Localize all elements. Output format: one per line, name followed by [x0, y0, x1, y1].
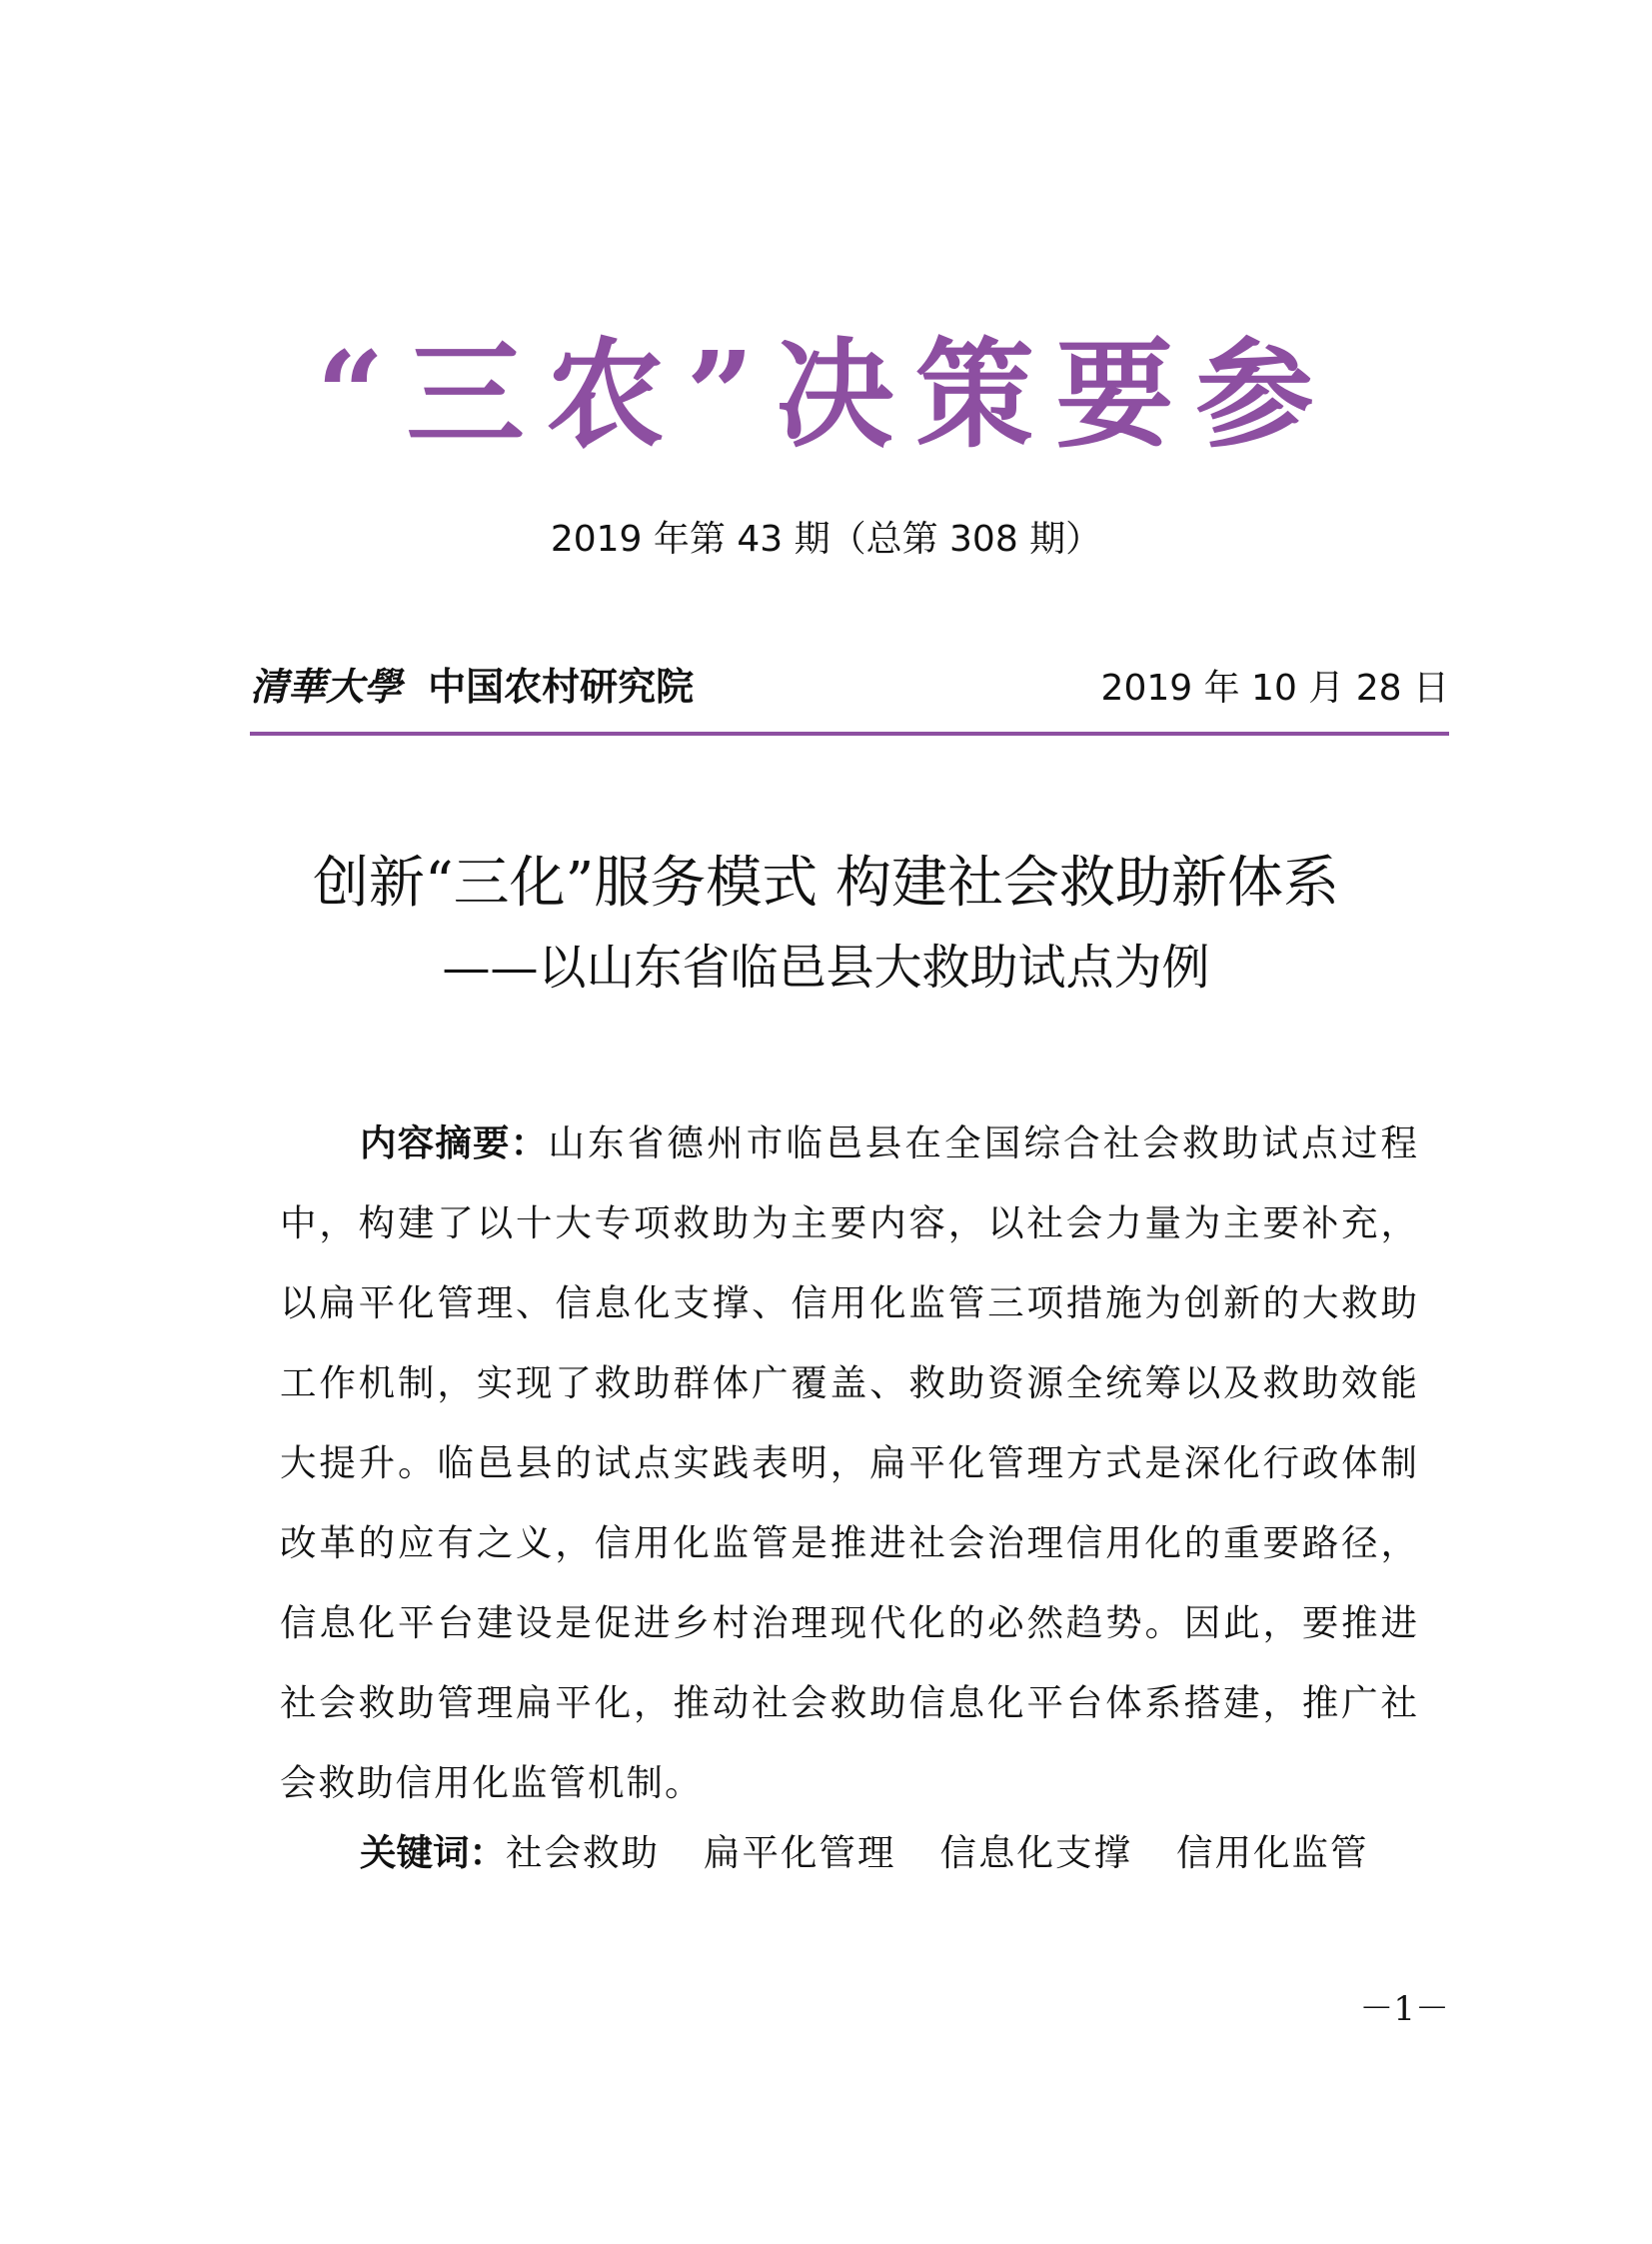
university-logo-text: 清華大學 — [250, 664, 403, 709]
keyword-item: 信息化支撑 — [939, 1831, 1132, 1874]
keyword-item: 社会救助 — [506, 1831, 660, 1874]
keywords-line — [360, 1823, 1419, 1883]
abstract-text: 山东省德州市临邑县在全国综合社会救助试点过程中，构建了以十大专项救助为主要内容，以社会力量为主要补充，以扁平化管理、信息化支撑、信用化监管三项措施为创新的大救助工作机制，实现了救助群体广覆盖、救助资源全统筹以及救助效能大提升。临邑县的试点实践表明，扁平化管理方式是深化行政体制改革的应有之义，信用化监管是推进社会治理信用化的重要路径，信息化平台建设是促进乡村治理现代化的必然趋势。因此，要推进社会救助管理扁平化，推动社会救助信息化平台体系搭建，推广社会救助信用化监管机制。 — [280, 1122, 1420, 1804]
masthead-title: “三农”决策要参 — [316, 325, 1336, 464]
keyword-item: 信用化监管 — [1176, 1831, 1369, 1874]
article-title: 创新“三化”服务模式 构建社会救助新体系 — [312, 851, 1340, 916]
publisher — [250, 656, 694, 711]
keyword-item: 扁平化管理 — [704, 1831, 896, 1874]
abstract-label: 内容摘要： — [360, 1122, 549, 1164]
article-subtitle: ——以山东省临邑县大救助试点为例 — [442, 940, 1210, 996]
abstract-paragraph — [280, 1104, 1419, 1823]
publication-date: 2019 年 10 月 28 日 — [1100, 668, 1449, 709]
publisher-row — [250, 656, 1449, 716]
keywords-label: 关键词： — [360, 1831, 506, 1874]
issue-number: 2019 年第 43 期（总第 308 期） — [550, 519, 1102, 560]
page-number: －1－ — [1359, 1989, 1449, 2029]
institute-name: 中国农村研究院 — [428, 665, 695, 709]
header-divider — [250, 732, 1449, 736]
